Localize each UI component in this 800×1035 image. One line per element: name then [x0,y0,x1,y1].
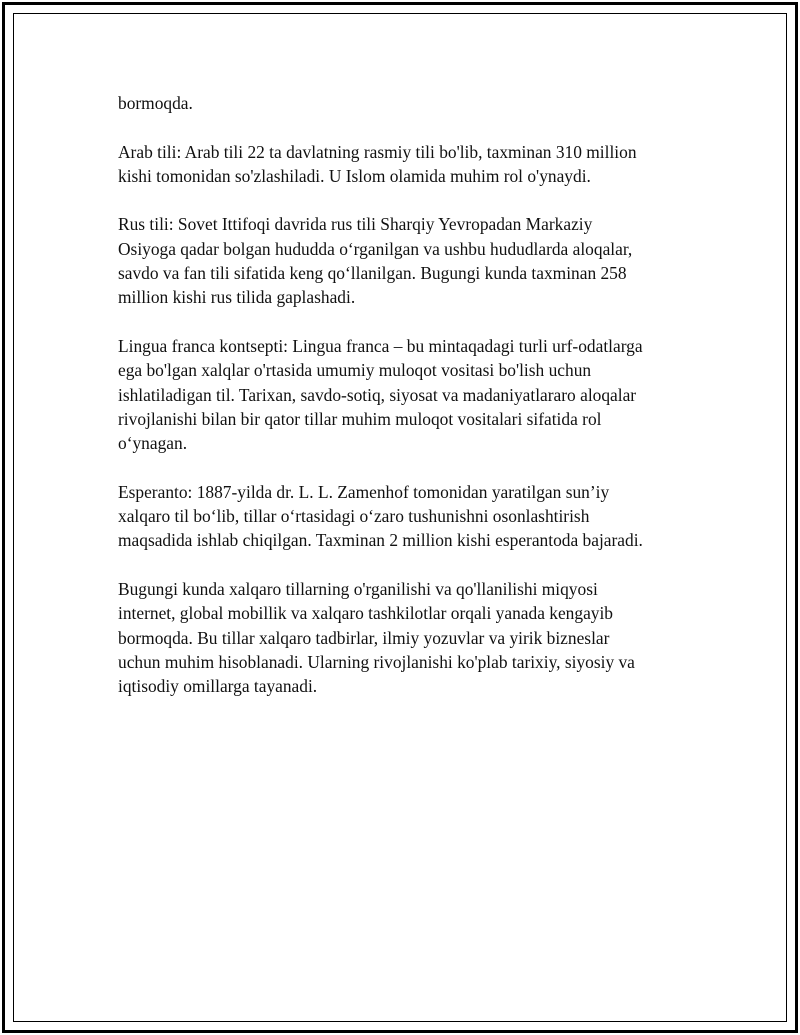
paragraph-conclusion: Bugungi kunda xalqaro tillarning o'rganilishi va qo'llanilishi miqyosi internet, global mobillik va xalqaro tashkilotlar orqali yanada kengayib bormoqda. Bu tillar xalqaro tadbirlar, ilmiy yozuvlar va yirik bizneslar uchun muhim hisoblanadi. Ularning rivojlanishi ko'plab tarixiy, siyosiy va iqtisodiy omillarga tayanadi. [118,578,635,697]
paragraph-russian: Rus tili: Sovet Ittifoqi davrida rus tili Sharqiy Yevropadan Markaziy Osiyoga qadar bolgan hududda o‘rganilgan va ushbu hududlarda aloqalar, savdo va fan tili sifatida keng qo‘llanilgan. Bugungi kunda taxminan 258 million kishi rus tilida gaplashadi. [118,214,633,308]
paragraph-arabic: Arab tili: Arab tili 22 ta davlatning rasmiy tili bo'lib, taxminan 310 million kishi tomonidan so'zlashiladi. U Islom olamida muhim rol o'ynaydi. [118,141,637,186]
paragraph-esperanto: Esperanto: 1887-yilda dr. L. L. Zamenhof tomonidan yaratilgan sun’iy xalqaro til bo‘lib, tillar o‘rtasidagi o‘zaro tushunishni osonlashtirish maqsadida ishlab chiqilgan. Taxminan 2 million kishi esperantoda bajaradi. [118,481,643,551]
paragraph-continuation: bormoqda. [118,93,193,113]
document-body [118,91,688,723]
paragraph-lingua-franca: Lingua franca kontsepti: Lingua franca – bu mintaqadagi turli urf-odatlarga ega bo'lgan xalqlar o'rtasida umumiy muloqot vositasi bo'lish uchun ishlatiladigan til. Tarixan, savdo-sotiq, siyosat va madaniyatlararo aloqalar rivojlanishi bilan bir qator tillar muhim muloqot vositalari sifatida rol o‘ynagan. [118,335,643,454]
